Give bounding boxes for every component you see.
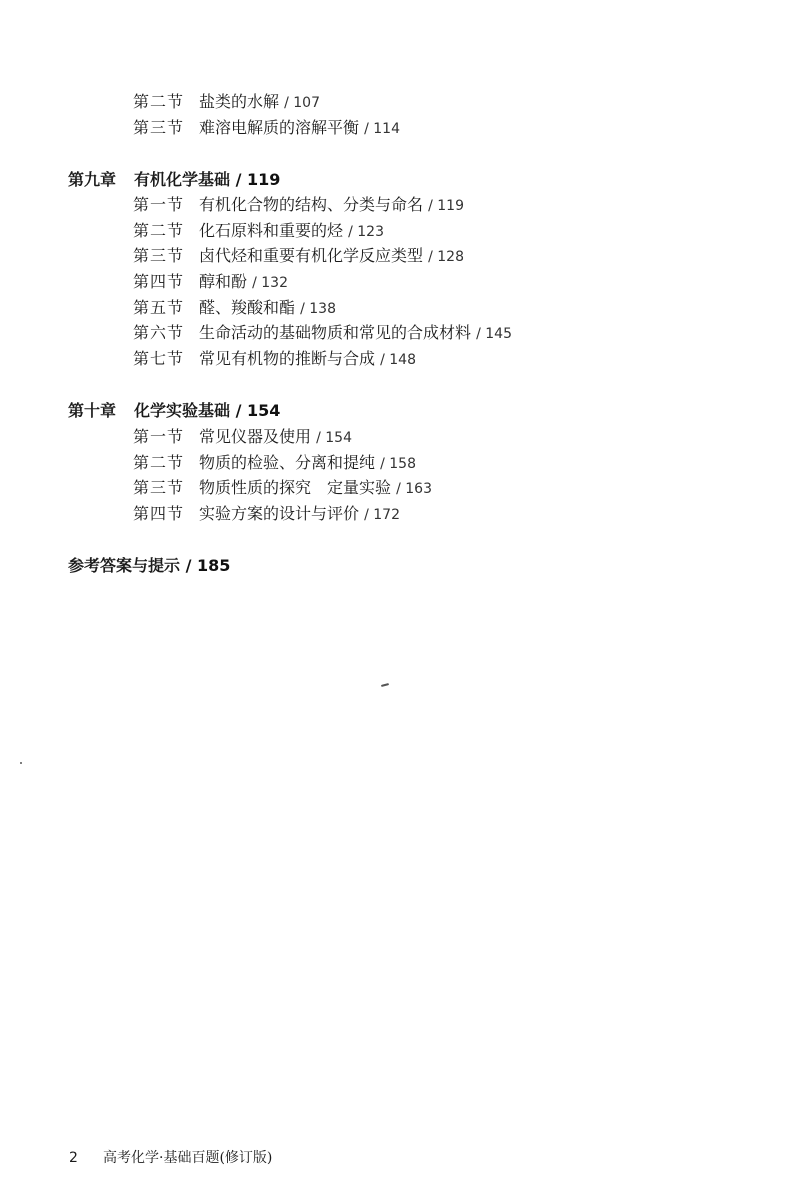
page-number: 2 bbox=[69, 1150, 78, 1166]
section-title: 盐类的水解 bbox=[199, 92, 280, 111]
section-number: 第五节 bbox=[133, 298, 185, 317]
section-number: 第二节 bbox=[133, 453, 185, 472]
toc-section-row[interactable] bbox=[133, 320, 512, 346]
toc-section-row[interactable] bbox=[133, 269, 288, 295]
section-title: 有机化合物的结构、分类与命名 bbox=[199, 195, 424, 214]
section-number: 第三节 bbox=[133, 118, 185, 137]
section-number: 第四节 bbox=[133, 272, 185, 291]
section-number: 第二节 bbox=[133, 221, 185, 240]
section-title: 卤代烃和重要有机化学反应类型 bbox=[199, 246, 424, 265]
toc-chapter-row[interactable] bbox=[68, 167, 280, 193]
toc-answers-row[interactable] bbox=[68, 553, 230, 579]
chapter-number: 第十章 bbox=[68, 401, 117, 420]
section-title: 难溶电解质的溶解平衡 bbox=[199, 118, 360, 137]
section-number: 第一节 bbox=[133, 427, 185, 446]
toc-section-row[interactable] bbox=[133, 501, 400, 527]
toc-section-row[interactable] bbox=[133, 89, 320, 115]
scan-speck bbox=[381, 683, 389, 687]
toc-section-row[interactable] bbox=[133, 192, 464, 218]
toc-section-row[interactable] bbox=[133, 424, 352, 450]
section-page: / 145 bbox=[476, 326, 512, 342]
section-page: / 119 bbox=[428, 198, 464, 214]
toc-section-row[interactable] bbox=[133, 218, 384, 244]
chapter-title: 有机化学基础 bbox=[134, 170, 231, 189]
section-title: 醇和酚 bbox=[199, 272, 248, 291]
section-page: / 148 bbox=[380, 352, 416, 368]
section-number: 第三节 bbox=[133, 478, 185, 497]
toc-section-row[interactable] bbox=[133, 450, 416, 476]
section-title: 常见仪器及使用 bbox=[199, 427, 312, 446]
section-page: / 154 bbox=[316, 430, 352, 446]
chapter-page: / 154 bbox=[235, 401, 281, 420]
section-title: 实验方案的设计与评价 bbox=[199, 504, 360, 523]
section-number: 第二节 bbox=[133, 92, 185, 111]
book-title: 高考化学·基础百题(修订版) bbox=[103, 1150, 273, 1166]
section-number: 第一节 bbox=[133, 195, 185, 214]
section-page: / 107 bbox=[284, 95, 320, 111]
section-page: / 172 bbox=[364, 507, 400, 523]
section-page: / 163 bbox=[396, 481, 432, 497]
toc-section-row[interactable] bbox=[133, 475, 432, 501]
section-title: 生命活动的基础物质和常见的合成材料 bbox=[199, 323, 472, 342]
section-number: 第七节 bbox=[133, 349, 185, 368]
section-number: 第四节 bbox=[133, 504, 185, 523]
section-title: 物质性质的探究 定量实验 bbox=[199, 478, 392, 497]
toc-section-row[interactable] bbox=[133, 115, 400, 141]
toc-section-row[interactable] bbox=[133, 295, 336, 321]
chapter-title: 化学实验基础 bbox=[134, 401, 231, 420]
section-number: 第三节 bbox=[133, 246, 185, 265]
section-title: 常见有机物的推断与合成 bbox=[199, 349, 376, 368]
section-title: 化石原料和重要的烃 bbox=[199, 221, 344, 240]
section-title: 醛、羧酸和酯 bbox=[199, 298, 296, 317]
toc-section-row[interactable] bbox=[133, 346, 416, 372]
toc-chapter-row[interactable] bbox=[68, 398, 280, 424]
answers-page: / 185 bbox=[185, 556, 231, 575]
section-page: / 158 bbox=[380, 456, 416, 472]
section-number: 第六节 bbox=[133, 323, 185, 342]
toc-section-row[interactable] bbox=[133, 243, 464, 269]
page-footer bbox=[69, 1148, 272, 1168]
section-page: / 114 bbox=[364, 121, 400, 137]
section-title: 物质的检验、分离和提纯 bbox=[199, 453, 376, 472]
section-page: / 128 bbox=[428, 249, 464, 265]
section-page: / 138 bbox=[300, 301, 336, 317]
section-page: / 123 bbox=[348, 224, 384, 240]
answers-title: 参考答案与提示 bbox=[68, 556, 181, 575]
section-page: / 132 bbox=[252, 275, 288, 291]
scan-speck bbox=[20, 762, 22, 764]
chapter-number: 第九章 bbox=[68, 170, 117, 189]
chapter-page: / 119 bbox=[235, 170, 281, 189]
